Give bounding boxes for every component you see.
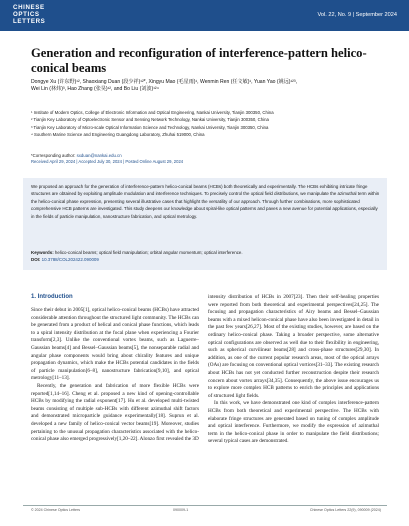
section-heading-introduction: 1. Introduction (31, 294, 73, 300)
affiliation-1: ¹ Institute of Modern Optics, College of Electronic Information and Optical Engineering, Nankai University, Tianjin 300350, China (31, 110, 274, 115)
doi (31, 257, 380, 263)
corresponding-email-link[interactable]: sxduan@nankai.edu.cn (76, 153, 122, 158)
author-line-1: Dongye Xu (许东野)¹², Shaoxiang Duan (段少祥)¹²*, Xingyu Mao (毛星雨)¹, Wenmin Ren (任文敏)¹, Yuan Yao (姚远)¹²³, (31, 79, 297, 85)
paragraph: Since their debut in 2005[1], optical helico-conical beams (HCBs) have attracted considerable attention throughout the structured light community. The HCBs can be generated from a product of helical and conical phase functions, which leads to a spiral intensity distribution at the focal plane when experiencing a Fourier transform[2,3]. Unlike the conventional vortex beams, such as Laguerre–Gaussian beams[4] and Bessel–Gaussian beams[5], the nonseparable radial and angular phase components would bring about chirality features and unique propagation dynamics, which make the HCBs potential candidates in the fields of particle manipulation[6–8], nanostructure fabrication[9,10], and optical metrology[11–13]. (31, 307, 199, 382)
footer-page-id: 090009-1 (173, 508, 189, 512)
logo-line-1: CHINESE (13, 4, 45, 11)
keywords-value: helico-conical beams; optical field manipulation; orbital angular momentum; optical interference. (53, 250, 243, 255)
issue-info: Vol. 22, No. 9 | September 2024 (317, 12, 397, 18)
doi-label: DOI: (31, 257, 41, 262)
footer-citation: Chinese Optics Letters 22(9), 090009 (2024) (309, 508, 381, 512)
abstract-text: We proposed an approach for the generation of interference-pattern helico-conical beams (HCBs) both theoretically and experimentally. The HCBs exhibiting intricate fringe structures are obtained by exploiting amplitude modulation and interference techniques. To precisely control the optical field distributions, we manipulate the azimuthal term within the helico-conical phase expression, presenting several illustrative cases that highlight the versatility of our approach. Through further combinations, more sophisticated comprehensive HCB patterns are investigated. This study deepens our knowledge about spiral-like optical patterns and paves a new avenue for potential applications, especially in the fields of particle manipulation, nanostructure fabrication, and optical metrology. (31, 184, 380, 219)
doi-link[interactable]: 10.3788/COL202422.090009 (40, 257, 99, 262)
affiliation-list (31, 109, 391, 139)
affiliation-3: ³ Tianjin Key Laboratory of Micro-scale Optical Information Science and Technology, Nankai University, Tianjin 300350, China (31, 124, 269, 130)
article-dates: Received April 29, 2024 | Accepted July 30, 2024 | Posted Online August 29, 2024 (31, 159, 184, 164)
journal-logo (13, 4, 45, 25)
logo-line-2: OPTICS (13, 11, 40, 18)
affiliation-2: ² Tianjin Key Laboratory of Optoelectronic Sensor and Sensing Network Technology, Nankai University, Tianjin 300350, China (31, 117, 269, 123)
keywords-label: Keywords: (31, 250, 54, 255)
article-title: Generation and reconfiguration of interference-pattern helico-conical beams (31, 46, 367, 75)
author-line-2: Wei Lin (林炜)³, Hao Zhang (张昊)¹², and Bo Liu (刘波)¹²⁴ (31, 86, 159, 93)
paragraph: intensity distribution of HCBs in 2007[23]. Then their self-healing properties were reported from both theoretical and experimental perspectives[24,25]. The focusing and propagation characteristics of Airy beams and Bessel–Gaussian beams with a mixed helicon-conical phase have also been investigated in detail in the past few years[26,27]. Most of the existing studies, however, are based on the ordinary helico-conical phase. Taking a broader perspective, some alternative optical configurations are observed as well due to their flexibility in engineering, such as spherical curvilinear beams[28] and cross-phase structures[29,30]. In addition, as one of the current popular research areas, most of the optical arrays (OAs) are focusing on conventional optical vortices[31–33]. The existing research about HCBs has not yet conducted further reconstruction despite their research concern about vortex arrays[34,35]. Consequently, the above issue encourages us to explore more complex HCB patterns to enrich the principles and applications of structured light fields. (208, 294, 379, 399)
footer-copyright: © 2024 Chinese Optics Letters (31, 508, 80, 512)
footer-divider (23, 505, 387, 506)
author-list (31, 79, 386, 93)
body-column-right (208, 294, 379, 446)
paragraph: Recently, the generation and fabrication of more flexible HCBs were reported[1,14–16]. Cheng et al. proposed a new kind of opening-controllable HCBs by modifying the radial exponent[17]. Hu et al. developed multi-twisted beams consisting of multiple sub-HCBs with different azimuthal shift factors and demonstrated microparticle guidance experimentally[18]. Suprun et al. developed a new family of helico-conical vector beams[19]. Moreover, studies pertaining to the unusual propagation characteristics associated with the helico-conical phase also emerged progressively[1,20–22]. Alonzo first revealed the 3D (31, 382, 199, 443)
logo-line-3: LETTERS (13, 18, 46, 25)
journal-banner (0, 0, 409, 31)
keywords (31, 250, 380, 256)
paragraph: In this work, we have demonstrated one kind of complex interference-pattern HCBs from both theoretical and experimental perspective. The HCBs with elaborate fringe structures are generated based on tuning of complex amplitude and optical interference. Furthermore, we modify the expression of azimuthal term in the helico-conical phase in order to manipulate the field distributions; several typical cases are demonstrated. (208, 400, 379, 445)
body-column-left (31, 307, 199, 444)
affiliation-4: ⁴ Southern Marine Science and Engineering Guangdong Laboratory, Zhuhai 519000, China (31, 132, 205, 138)
corresponding-label: *Corresponding author: (31, 153, 77, 158)
